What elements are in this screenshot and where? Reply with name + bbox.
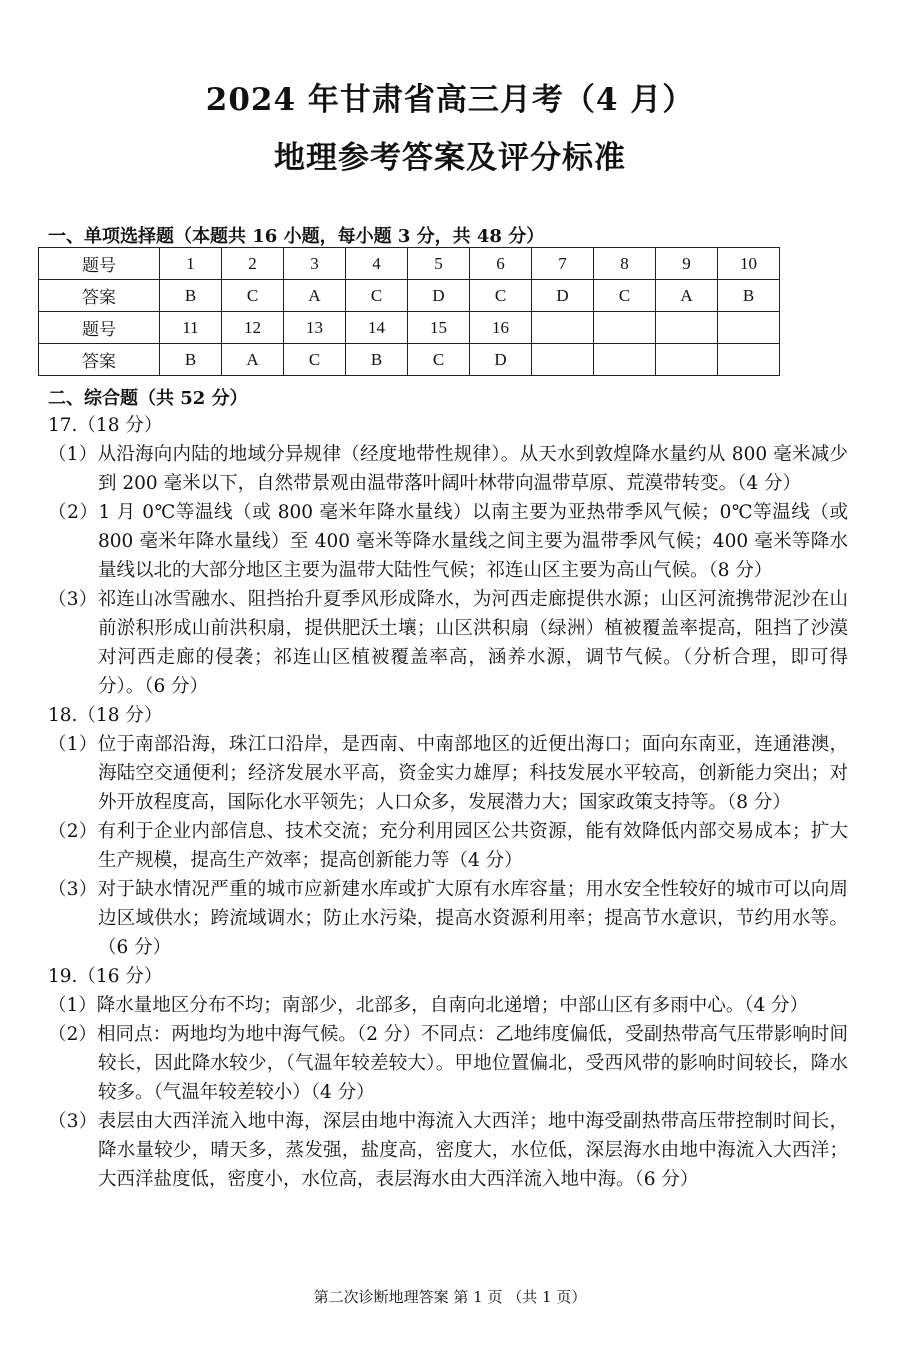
answer-paragraph: （2）有利于企业内部信息、技术交流；充分利用园区公共资源，能有效降低内部交易成本；扩大生产规模，提高生产效率；提高创新能力等（4 分）	[48, 821, 848, 871]
table-cell: 11	[160, 312, 222, 344]
page-title: 2024 年甘肃省高三月考（4 月）	[205, 82, 695, 118]
page-subtitle: 地理参考答案及评分标准	[274, 140, 626, 176]
table-cell	[718, 312, 780, 344]
table-cell: 答案	[39, 344, 160, 376]
table-cell: 13	[284, 312, 346, 344]
table-cell: 5	[408, 248, 470, 280]
table-cell	[532, 344, 594, 376]
table-cell: 4	[346, 248, 408, 280]
table-cell: B	[160, 280, 222, 312]
table-cell: 8	[594, 248, 656, 280]
table-cell: C	[594, 280, 656, 312]
table-cell: 10	[718, 248, 780, 280]
table-cell	[656, 344, 718, 376]
table-cell: D	[532, 280, 594, 312]
question-header: 19.（16 分）	[48, 966, 163, 987]
answer-table	[38, 247, 780, 376]
table-cell	[656, 312, 718, 344]
table-cell: D	[470, 344, 532, 376]
table-row	[39, 280, 780, 312]
answers-body	[48, 411, 848, 1194]
section-heading-choice: 一、单项选择题（本题共 16 小题，每小题 3 分，共 48 分）	[48, 226, 545, 247]
table-cell: 7	[532, 248, 594, 280]
question-header: 18.（18 分）	[48, 705, 163, 726]
table-row	[39, 312, 780, 344]
table-cell: 题号	[39, 312, 160, 344]
table-cell: A	[656, 280, 718, 312]
table-row	[39, 344, 780, 376]
table-cell: B	[160, 344, 222, 376]
table-cell: 12	[222, 312, 284, 344]
table-cell: 1	[160, 248, 222, 280]
answer-paragraph: （1）降水量地区分布不均；南部少，北部多，自南向北递增；中部山区有多雨中心。（4 分）	[48, 995, 809, 1016]
table-cell: 16	[470, 312, 532, 344]
table-cell: C	[346, 280, 408, 312]
page-footer: 第二次诊断地理答案 第 1 页 （共 1 页）	[313, 1288, 587, 1306]
table-cell: 3	[284, 248, 346, 280]
table-cell	[594, 312, 656, 344]
table-cell	[718, 344, 780, 376]
answer-paragraph: （2）1 月 0℃等温线（或 800 毫米年降水量线）以南主要为亚热带季风气候；0℃等温线（或 800 毫米年降水量线）至 400 毫米等降水量线之间主要为温带季风气候；400 毫米等降水量线以北的大部分地区主要为温带大陆性气候；祁连山区主要为高山气候。（8 分）	[48, 502, 848, 581]
table-cell: C	[284, 344, 346, 376]
question-header: 17.（18 分）	[48, 415, 163, 436]
answer-paragraph: （3）表层由大西洋流入地中海，深层由地中海流入大西洋；地中海受副热带高压带控制时间长，降水量较少，晴天多，蒸发强，盐度高，密度大，水位低，深层海水由地中海流入大西洋；大西洋盐度低，密度小，水位高，表层海水由大西洋流入地中海。（6 分）	[48, 1111, 848, 1190]
answer-paragraph: （2）相同点：两地均为地中海气候。（2 分）不同点：乙地纬度偏低，受副热带高气压带影响时间较长，因此降水较少，（气温年较差较大）。甲地位置偏北，受西风带的影响时间较长，降水较多。（气温年较差较小）（4 分）	[48, 1024, 848, 1103]
section-heading-comprehensive: 二、综合题（共 52 分）	[48, 388, 248, 409]
table-cell: D	[408, 280, 470, 312]
answer-paragraph: （1）从沿海向内陆的地域分异规律（经度地带性规律）。从天水到敦煌降水量约从 800 毫米减少到 200 毫米以下，自然带景观由温带落叶阔叶林带向温带草原、荒漠带转变。（4 分）	[48, 444, 848, 494]
table-cell: A	[284, 280, 346, 312]
answer-paragraph: （3）对于缺水情况严重的城市应新建水库或扩大原有水库容量；用水安全性较好的城市可以向周边区域供水；跨流域调水；防止水污染，提高水资源利用率；提高节水意识，节约用水等。（6 分）	[48, 879, 848, 958]
table-row	[39, 248, 780, 280]
table-cell: 9	[656, 248, 718, 280]
table-cell: 14	[346, 312, 408, 344]
table-cell: 6	[470, 248, 532, 280]
table-cell: 题号	[39, 248, 160, 280]
table-cell	[532, 312, 594, 344]
table-cell: A	[222, 344, 284, 376]
answer-paragraph: （3）祁连山冰雪融水、阻挡抬升夏季风形成降水，为河西走廊提供水源；山区河流携带泥沙在山前淤积形成山前洪积扇，提供肥沃土壤；山区洪积扇（绿洲）植被覆盖率提高，阻挡了沙漠对河西走廊的侵袭；祁连山区植被覆盖率高，涵养水源，调节气候。（分析合理，即可得分）。（6 分）	[48, 589, 848, 697]
table-cell: C	[222, 280, 284, 312]
table-cell: 15	[408, 312, 470, 344]
table-cell: 2	[222, 248, 284, 280]
table-cell: 答案	[39, 280, 160, 312]
table-cell: C	[470, 280, 532, 312]
answer-paragraph: （1）位于南部沿海，珠江口沿岸，是西南、中南部地区的近便出海口；面向东南亚，连通港澳，海陆空交通便利；经济发展水平高，资金实力雄厚；科技发展水平较高，创新能力突出；对外开放程度高，国际化水平领先；人口众多，发展潜力大；国家政策支持等。（8 分）	[48, 734, 848, 813]
table-cell	[594, 344, 656, 376]
table-cell: C	[408, 344, 470, 376]
table-cell: B	[346, 344, 408, 376]
table-cell: B	[718, 280, 780, 312]
